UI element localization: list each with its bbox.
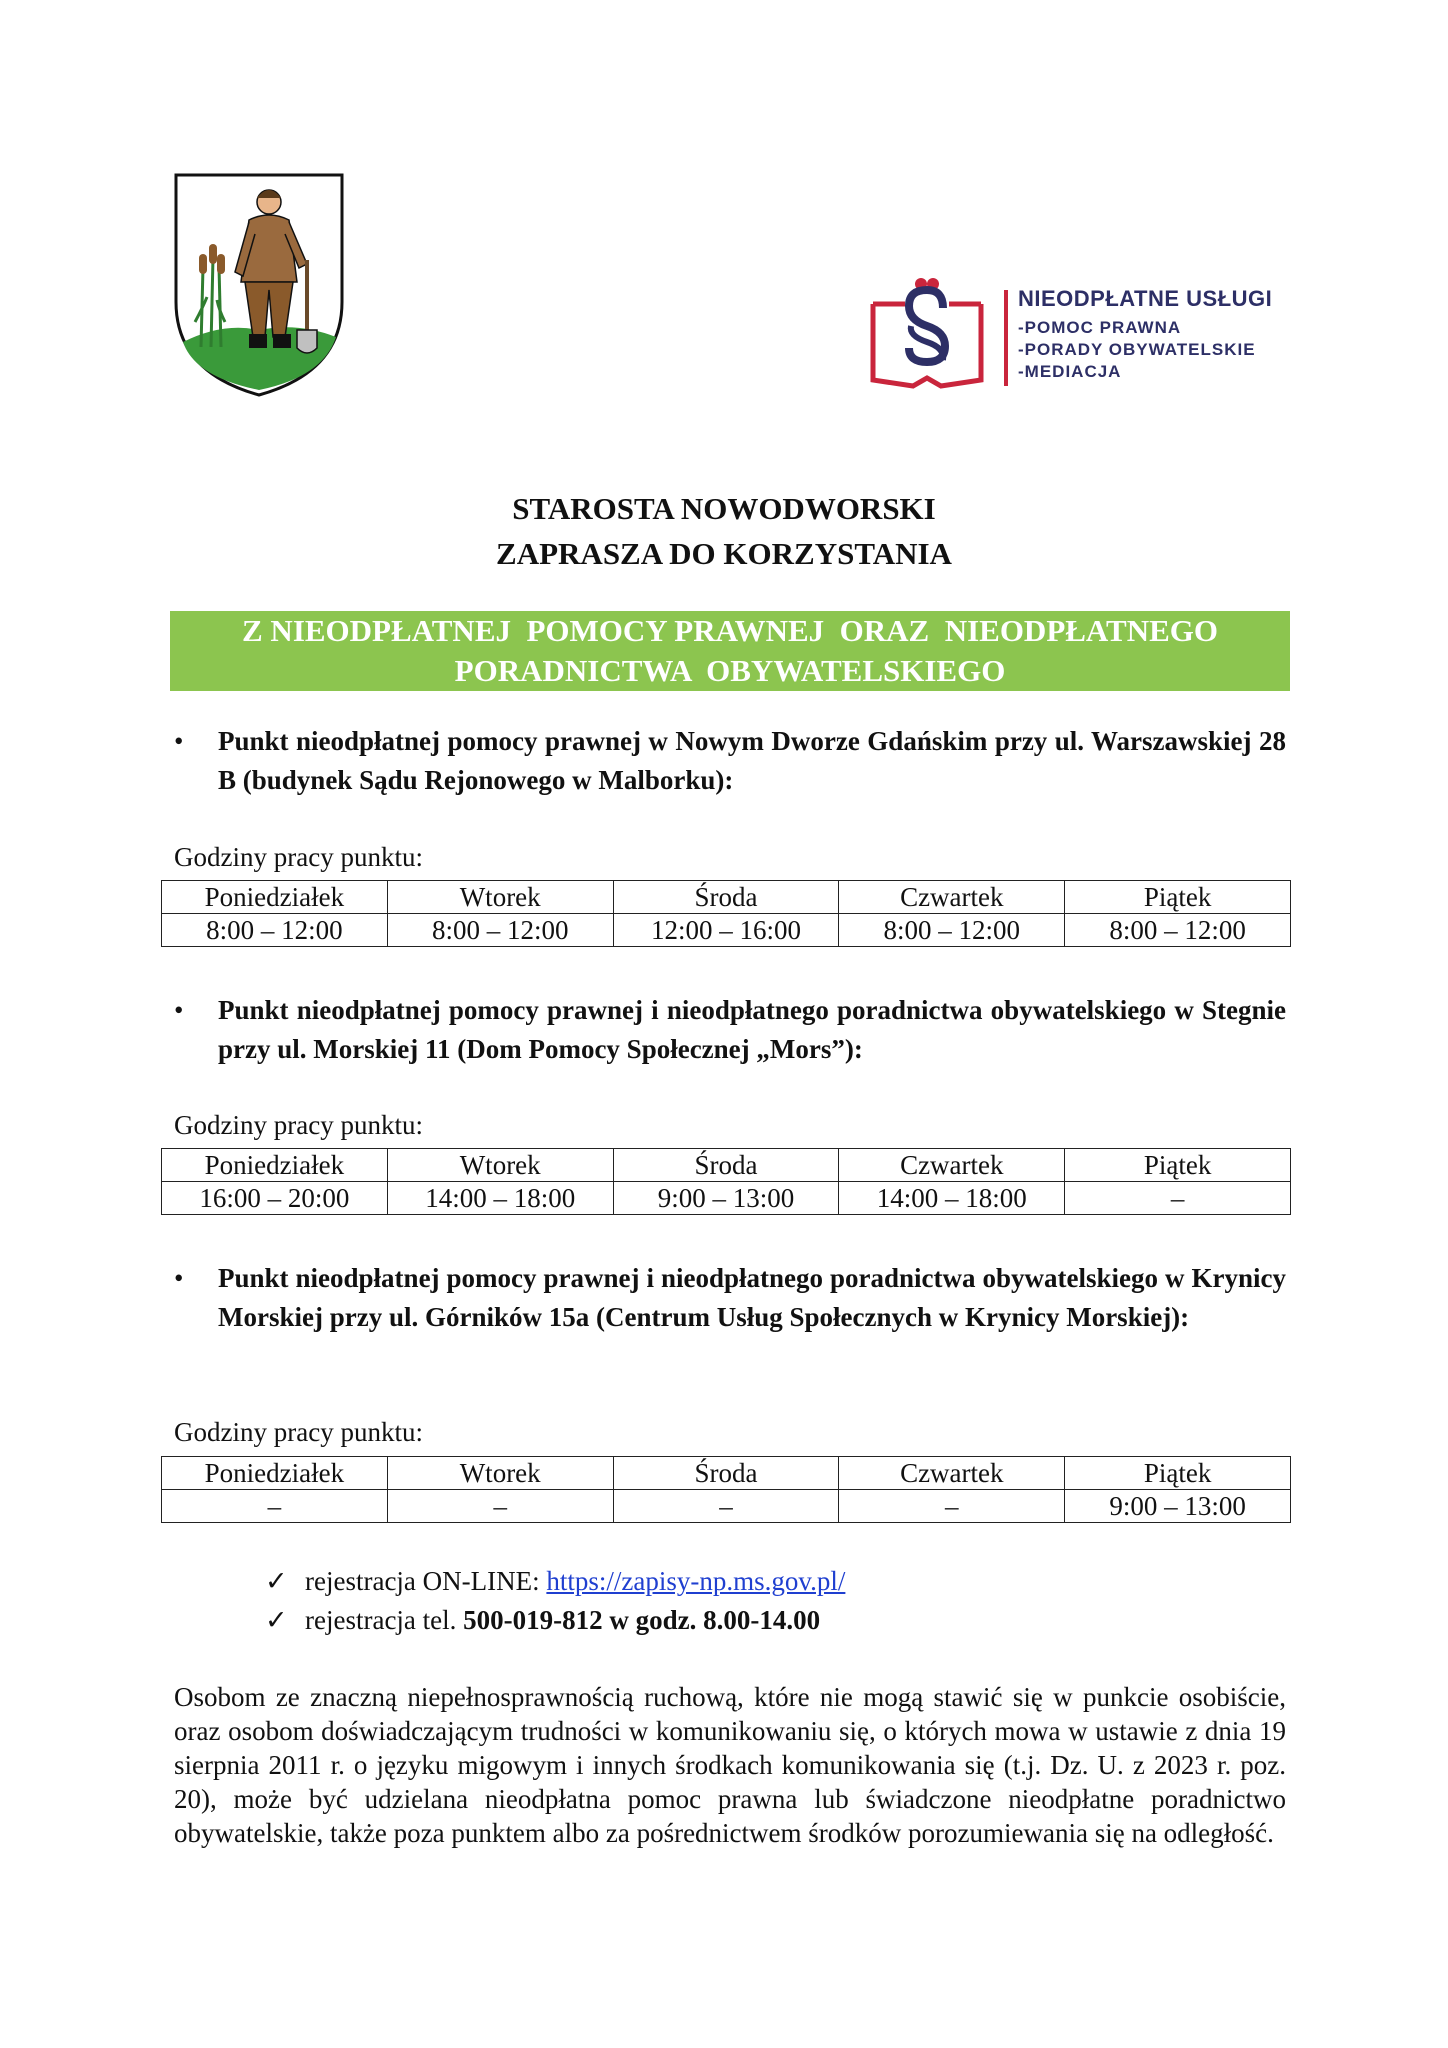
hours-cell: 9:00 – 13:00 [613, 1182, 839, 1215]
point-2-text: Punkt nieodpłatnej pomocy prawnej i nieodpłatnego poradnictwa obywatelskiego w Stegnie przy ul. Morskiej 11 (Dom Pomocy Społecznej „Mors”): [218, 995, 1286, 1064]
logo-line-2: -POMOC PRAWNA [1018, 318, 1182, 337]
hours-table-1 [161, 880, 1291, 947]
logo-divider [1004, 290, 1008, 386]
phone-label: rejestracja tel. [305, 1605, 464, 1635]
hours-label-2: Godziny pracy punktu: [174, 1110, 423, 1140]
registration-online [265, 1566, 965, 1602]
day-cell: Poniedziałek [162, 1149, 388, 1182]
bullet-icon: • [174, 995, 184, 1025]
hours-cell: 9:00 – 13:00 [1065, 1490, 1291, 1523]
day-cell: Czwartek [839, 881, 1065, 914]
info-paragraph: Osobom ze znaczną niepełnosprawnością ruchową, które nie mogą stawić się w punkcie osobiście, oraz osobom doświadczającym trudności w komunikowaniu się, o których mowa w ustawie z dnia 19 sierpnia 2011 r. o języku migowym i innych środkach komunikowania się (t.j. Dz. U. z 2023 r. poz. 20), może być udzielana nieodpłatna pomoc prawna lub świadczone nieodpłatne poradnictwo obywatelskie, także poza punktem albo za pośrednictwem środków porozumiewania się na odległość. [174, 1682, 1286, 1848]
hours-label-1: Godziny pracy punktu: [174, 842, 423, 872]
day-cell: Piątek [1065, 1149, 1291, 1182]
day-cell: Poniedziałek [162, 881, 388, 914]
point-3-paragraph [174, 1259, 1286, 1379]
hours-cell: 8:00 – 12:00 [387, 914, 613, 947]
day-cell: Poniedziałek [162, 1457, 388, 1490]
logo-line-3: -PORADY OBYWATELSKIE [1018, 340, 1256, 359]
registration-link[interactable]: https://zapisy-np.ms.gov.pl/ [546, 1566, 846, 1596]
heading-line-2: ZAPRASZA DO KORZYSTANIA [496, 536, 952, 571]
hours-cell: – [387, 1490, 613, 1523]
hours-cell: – [162, 1490, 388, 1523]
hours-cell: – [613, 1490, 839, 1523]
hours-label-3: Godziny pracy punktu: [174, 1417, 423, 1447]
bullet-icon: • [174, 726, 184, 756]
table-row [162, 1182, 1291, 1215]
point-1-text: Punkt nieodpłatnej pomocy prawnej w Nowym Dworze Gdańskim przy ul. Warszawskiej 28 B (budynek Sądu Rejonowego w Malborku): [218, 726, 1286, 795]
phone-value: 500-019-812 w godz. 8.00-14.00 [463, 1605, 821, 1635]
hours-table-2 [161, 1148, 1291, 1215]
hours-cell: – [839, 1490, 1065, 1523]
page-heading [0, 486, 1448, 576]
day-cell: Wtorek [387, 881, 613, 914]
banner-line-1: Z NIEODPŁATNEJ POMOCY PRAWNEJ ORAZ NIEODPŁATNEGO [242, 613, 1218, 648]
coat-of-arms-image [173, 172, 345, 398]
hours-cell: 8:00 – 12:00 [839, 914, 1065, 947]
day-cell: Czwartek [839, 1457, 1065, 1490]
table-row [162, 881, 1291, 914]
online-label: rejestracja ON-LINE: [305, 1566, 547, 1596]
table-row [162, 1149, 1291, 1182]
day-cell: Środa [613, 881, 839, 914]
table-row [162, 1490, 1291, 1523]
point-2-paragraph [174, 991, 1286, 1071]
point-3-text: Punkt nieodpłatnej pomocy prawnej i nieodpłatnego poradnictwa obywatelskiego w Krynicy Morskiej przy ul. Górników 15a (Centrum Usług Społecznych w Krynicy Morskiej): [218, 1263, 1286, 1332]
hours-cell: 8:00 – 12:00 [1065, 914, 1291, 947]
hours-cell: 14:00 – 18:00 [387, 1182, 613, 1215]
hours-cell: 14:00 – 18:00 [839, 1182, 1065, 1215]
banner-line-2: PORADNICTWA OBYWATELSKIEGO [454, 653, 1006, 688]
logo-line-1: NIEODPŁATNE USŁUGI [1018, 286, 1273, 311]
hours-cell: 12:00 – 16:00 [613, 914, 839, 947]
checkmark-icon: ✓ [265, 1605, 288, 1635]
table-row [162, 914, 1291, 947]
registration-phone [265, 1605, 965, 1641]
green-banner [170, 611, 1290, 691]
logo-text [1018, 286, 1272, 382]
logo-line-4: -MEDIACJA [1018, 362, 1122, 381]
day-cell: Czwartek [839, 1149, 1065, 1182]
legal-aid-logo-icon [869, 274, 985, 394]
hours-cell: 16:00 – 20:00 [162, 1182, 388, 1215]
day-cell: Wtorek [387, 1149, 613, 1182]
bullet-icon: • [174, 1263, 184, 1293]
hours-table-3 [161, 1456, 1291, 1523]
day-cell: Środa [613, 1149, 839, 1182]
day-cell: Piątek [1065, 881, 1291, 914]
hours-cell: – [1065, 1182, 1291, 1215]
day-cell: Wtorek [387, 1457, 613, 1490]
day-cell: Środa [613, 1457, 839, 1490]
table-row [162, 1457, 1291, 1490]
hours-cell: 8:00 – 12:00 [162, 914, 388, 947]
day-cell: Piątek [1065, 1457, 1291, 1490]
point-1-paragraph [174, 722, 1286, 802]
checkmark-icon: ✓ [265, 1566, 288, 1596]
heading-line-1: STAROSTA NOWODWORSKI [512, 491, 936, 526]
